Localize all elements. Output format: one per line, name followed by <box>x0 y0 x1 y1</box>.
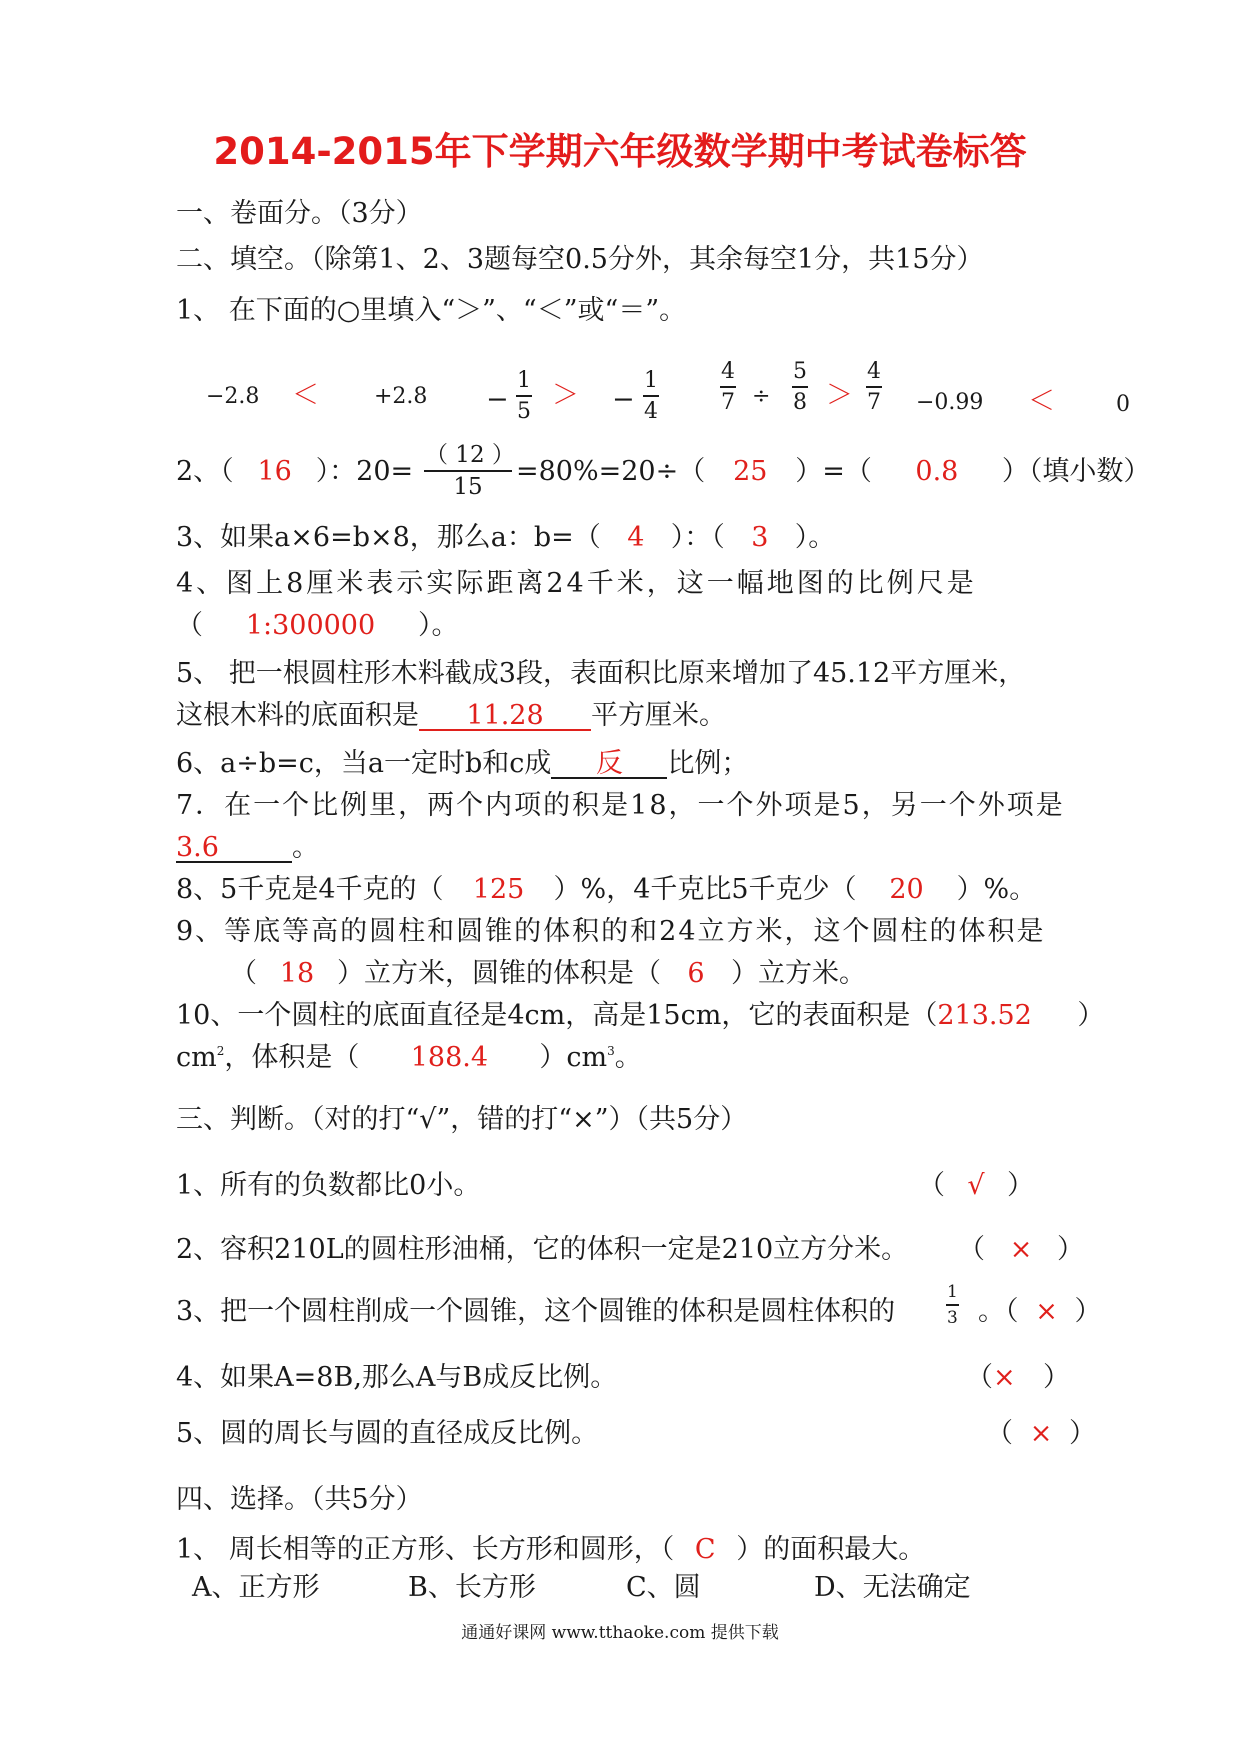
question-8-answer-1: 125 <box>472 874 525 905</box>
footer-credit: 通通好课网 www.tthaoke.com 提供下载 <box>461 1623 779 1643</box>
question-7-answer: 3.6 <box>176 834 292 863</box>
judge-5-answer: × <box>1029 1418 1053 1449</box>
question-2-answer-2: 25 <box>733 456 768 487</box>
page-title: 2014-2015年下学期六年级数学期中考试卷标答 <box>213 130 1027 173</box>
choice-option-a: A、正方形 <box>192 1572 320 1603</box>
choice-1-question: 1、 周长相等的正方形、长方形和圆形，（ C ）的面积最大。 <box>176 1534 926 1565</box>
question-2-answer-1: 16 <box>257 456 292 487</box>
question-3-answer-1: 4 <box>627 522 645 553</box>
judge-3-answer-box: 。（ × ） <box>978 1296 1102 1327</box>
question-7-answer-line: 3.6 。 <box>176 832 319 863</box>
question-9-answer-1: 18 <box>279 958 315 989</box>
judge-2-answer: × <box>1009 1234 1033 1265</box>
question-9-answer-2: 6 <box>687 958 705 989</box>
divide-sign: ÷ <box>752 384 771 409</box>
question-9-answer-line: （ 18 ）立方米，圆锥的体积是（ 6 ）立方米。 <box>230 958 866 989</box>
choice-option-c: C、圆 <box>626 1572 701 1603</box>
judge-5-answer-box: （ × ） <box>986 1418 1096 1449</box>
compare-2-right-fraction: $\frac{1}{4}$ <box>644 368 658 424</box>
section-4-heading: 四、选择。（共5分） <box>176 1484 423 1515</box>
compare-2-right-sign: − <box>612 384 635 415</box>
section-2-heading: 二、填空。（除第1、2、3题每空0.5分外，其余每空1分，共15分） <box>176 244 984 275</box>
judge-3-fraction: $\frac{1}{3}$ <box>947 1282 958 1328</box>
choice-option-b: B、长方形 <box>408 1572 536 1603</box>
judge-4-question: 4、如果A=8B,那么A与B成反比例。 <box>176 1362 618 1393</box>
judge-5-question: 5、圆的周长与圆的直径成反比例。 <box>176 1418 599 1449</box>
compare-4-answer: ＜ <box>1028 386 1055 417</box>
question-5: 5、 把一根圆柱形木料截成3段，表面积比原来增加了45.12平方厘米， <box>176 658 1026 689</box>
question-6-answer: 反 <box>551 750 667 779</box>
choice-1-answer: C <box>694 1534 716 1565</box>
compare-1-left: −2.8 <box>206 384 260 409</box>
choice-option-d: D、无法确定 <box>814 1572 971 1603</box>
question-1: 1、 在下面的○里填入“＞”、“＜”或“＝”。 <box>176 295 687 326</box>
question-10-answer-1: 213.52 <box>937 1000 1032 1031</box>
question-2: 2、（ 16 ）：20= <box>176 456 414 487</box>
judge-4-answer-box: （× ） <box>966 1362 1070 1393</box>
judge-1-answer-box: （ √ ） <box>918 1170 1034 1201</box>
question-2-fraction: $\frac{( 12 )}{15}$ <box>425 442 515 500</box>
judge-2-answer-box: （ × ） <box>958 1234 1084 1265</box>
compare-2-answer: ＞ <box>552 380 579 411</box>
compare-4-left: −0.99 <box>916 390 984 415</box>
compare-4-right: 0 <box>1116 392 1130 417</box>
question-3-answer-2: 3 <box>751 522 769 553</box>
judge-1-answer: √ <box>967 1170 985 1201</box>
section-1-heading: 一、卷面分。（3分） <box>176 198 423 229</box>
question-4: 4、图上8厘米表示实际距离24千米，这一幅地图的比例尺是 <box>176 568 977 599</box>
judge-3-question: 3、把一个圆柱削成一个圆锥，这个圆锥的体积是圆柱体积的 <box>176 1296 896 1327</box>
question-10: 10、一个圆柱的底面直径是4cm，高是15cm，它的表面积是（213.52 ） <box>176 1000 1105 1031</box>
judge-2-question: 2、容积210L的圆柱形油桶，它的体积一定是210立方分米。 <box>176 1234 909 1265</box>
judge-1-question: 1、所有的负数都比0小。 <box>176 1170 481 1201</box>
compare-3-middle-fraction: $\frac{5}{8}$ <box>793 359 807 415</box>
question-10-answer-2: 188.4 <box>410 1042 489 1073</box>
question-4-answer-line: （ 1:300000 ）。 <box>176 610 459 641</box>
section-3-heading: 三、判断。（对的打“√”，错的打“×”）（共5分） <box>176 1104 748 1135</box>
question-5-answer: 11.28 <box>419 702 591 731</box>
question-4-answer: 1:300000 <box>245 610 376 641</box>
question-2-continued: =80%=20÷（ 25 ）=（ 0.8 ）（填小数） <box>516 456 1151 487</box>
question-9: 9、等底等高的圆柱和圆锥的体积的和24立方米，这个圆柱的体积是 <box>176 916 1046 947</box>
question-6: 6、a÷b=c，当a一定时b和c成 反 比例； <box>176 748 749 779</box>
question-7: 7．在一个比例里，两个内项的积是18，一个外项是5，另一个外项是 <box>176 790 1065 821</box>
compare-3-left-fraction: $\frac{4}{7}$ <box>721 359 735 415</box>
question-5-answer-line: 这根木料的底面积是 11.28 平方厘米。 <box>176 700 726 731</box>
compare-3-right-fraction: $\frac{4}{7}$ <box>867 359 881 415</box>
question-10-answer-line: $cm^2$，体积是（ 188.4 ）$cm^3$。 <box>176 1042 642 1073</box>
judge-3-answer: × <box>1035 1296 1058 1327</box>
judge-4-answer: × <box>993 1362 1016 1393</box>
question-3: 3、如果a×6=b×8，那么a：b=（ 4 ）：（ 3 ）。 <box>176 522 836 553</box>
compare-3-answer: ＞ <box>826 380 853 411</box>
compare-1-right: +2.8 <box>374 384 428 409</box>
compare-2-left-fraction: $\frac{1}{5}$ <box>517 368 531 424</box>
question-8-answer-2: 20 <box>889 874 924 905</box>
question-2-answer-3: 0.8 <box>915 456 959 487</box>
compare-1-answer: ＜ <box>292 380 319 411</box>
compare-2-left-sign: − <box>486 384 509 415</box>
question-8: 8、5千克是4千克的（ 125 ）%，4千克比5千克少（ 20 ）%。 <box>176 874 1037 905</box>
